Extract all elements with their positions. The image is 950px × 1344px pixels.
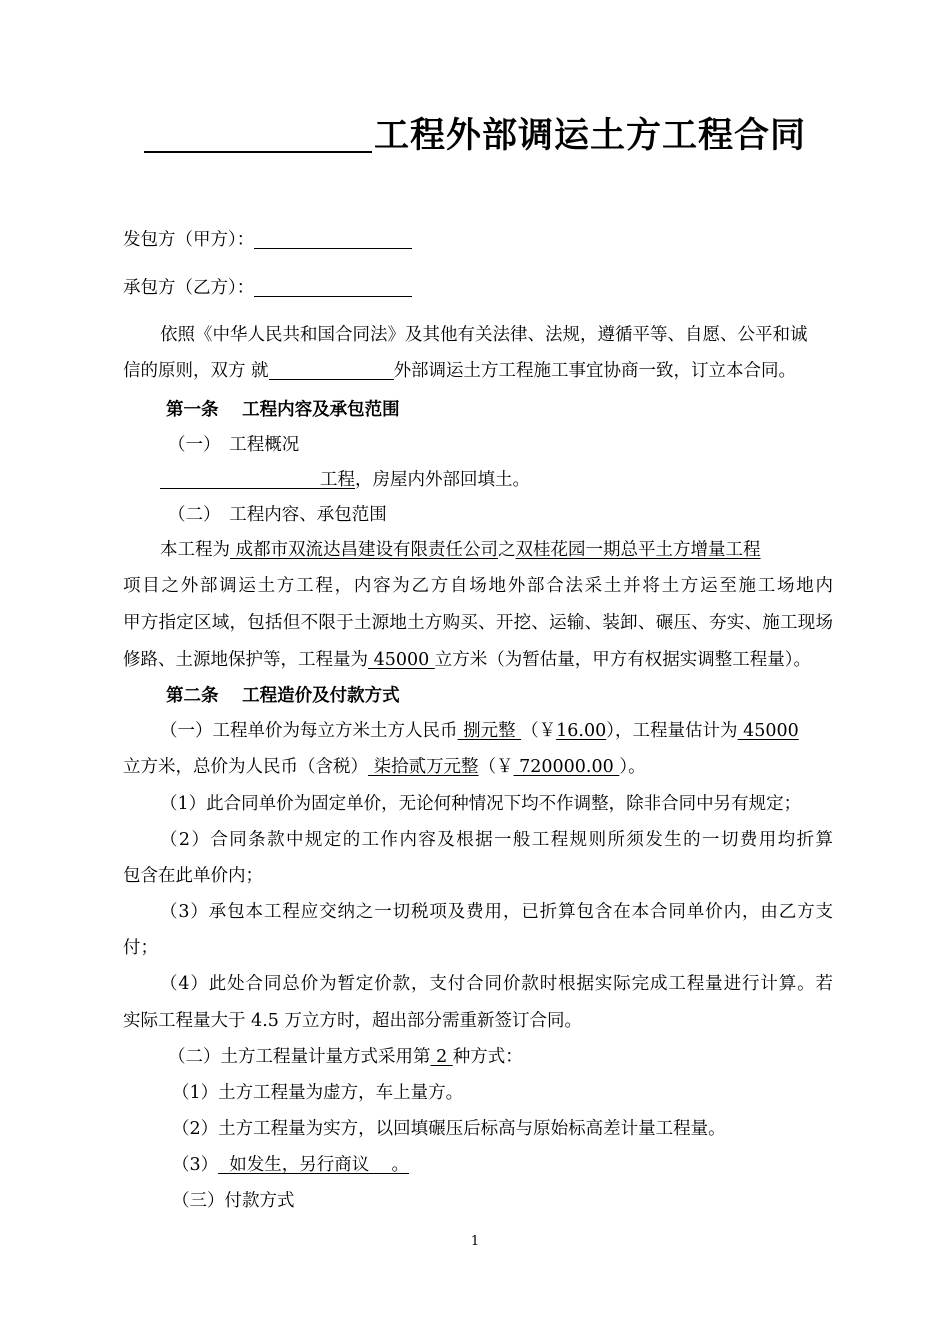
clause-item-2-line-2: 包含在此单价内； [123,866,263,886]
project-name: 双桂花园一期总平土方增量工程 [515,540,761,560]
scope-line-2: 项目之外部调运土方工程，内容为乙方自场地外部合法采土并将土方运至施工场地内 [123,576,833,596]
intro-line-1: 依照《中华人民共和国合同法》及其他有关法律、法规，遵循平等、自愿、公平和诚 [160,325,808,345]
clause-item-3-line-1: （3）承包本工程应交纳之一切税项及费用，已折算包含在本合同单价内，由乙方支 [160,902,833,922]
price-text-a: （一）工程单价为每立方米土方人民币 [160,721,458,741]
employer-label: 发包方（甲方）： [123,230,255,250]
contractor-label: 承包方（乙方）： [123,278,255,298]
project-overview-text: ，房屋内外部回填土。 [355,470,530,490]
title-text: 工程外部调运土方工程合同 [373,115,806,156]
method-option-3-label: （3） [172,1155,219,1175]
intro-text-b: 外部调运土方工程施工事宜协商一致，订立本合同。 [393,361,797,381]
unit-price-words: 捌元整 [457,721,522,741]
title-blank-line [144,115,372,153]
contractor-blank[interactable] [254,278,412,297]
price-text-f: ）。 [619,757,646,777]
clause-item-4-line-1: （4）此处合同总价为暂定价款，支付合同价款时根据实际完成工程量进行计算。若 [160,974,833,994]
article1-sec1-heading: （一） 工程概况 [168,435,300,455]
contractor-line [123,274,833,299]
article2-heading: 第二条 工程造价及付款方式 [166,686,400,706]
price-text-e: （￥ [478,757,514,777]
method-option-2: （2）土方工程量为实方，以回填碾压后标高与原始标高差计量工程量。 [172,1119,726,1139]
method-option-3-text: 如发生，另行商议 。 [218,1155,410,1175]
project-overview-blank[interactable] [160,470,320,489]
price-text-b: （￥ [521,721,557,741]
clause-item-1: （1）此合同单价为固定单价，无论何种情况下均不作调整，除非合同中另有规定； [160,794,802,814]
article1-sec1-text [160,466,870,491]
scope-text-b: 之 [498,540,516,560]
clause-item-4-line-2: 实际工程量大于 4.5 万立方时，超出部分需重新签订合同。 [123,1011,582,1031]
total-price-words: 柒拾贰万元整 [368,757,479,777]
total-price: 720000.00 [513,757,620,777]
price-line-1 [160,717,833,742]
method-option-1: （1）土方工程量为虚方，车上量方。 [172,1083,464,1103]
scope-text-a: 本工程为 [160,540,230,560]
intro-text-a: 信的原则，双方 就 [123,361,269,381]
method-number: 2 [430,1047,453,1067]
method-option-3 [172,1151,882,1176]
clause-item-2-line-1: （2）合同条款中规定的工作内容及根据一般工程规则所须发生的一切费用均折算 [160,830,833,850]
method-text-b: 种方式： [452,1047,523,1067]
unit-price: 16.00 [556,721,607,741]
payment-heading: （三）付款方式 [172,1191,295,1211]
scope-text-d: 立方米（为暂估量，甲方有权据实调整工程量）。 [434,650,812,670]
price-text-d: 立方米，总价为人民币（含税） [123,757,368,777]
project-name-blank[interactable] [269,361,394,380]
price-line-2 [123,753,833,778]
scope-text-c: 修路、土源地保护等，工程量为 [123,650,368,670]
contract-title [0,108,950,158]
employer-blank[interactable] [254,230,412,249]
price-text-c: ），工程量估计为 [606,721,738,741]
project-word: 工程 [320,470,355,490]
method-text-a: （二）土方工程量计量方式采用第 [168,1047,431,1067]
clause-item-3-line-2: 付； [123,938,158,958]
quantity-value: 45000 [368,650,435,670]
estimated-quantity: 45000 [737,721,799,741]
intro-line-2 [123,357,833,382]
article1-sec2-heading: （二） 工程内容、承包范围 [168,505,387,525]
scope-line-3: 甲方指定区域，包括但不限于土源地土方购买、开挖、运输、装卸、碾压、夯实、施工现场 [123,613,833,633]
employer-line [123,226,833,251]
scope-line-4 [123,646,833,671]
article1-heading: 第一条 工程内容及承包范围 [166,400,400,420]
measurement-method-line [168,1043,878,1068]
company-name: 成都市双流达昌建设有限责任公司 [230,540,499,560]
scope-line-1 [160,536,833,561]
page-number: 1 [470,1234,480,1249]
